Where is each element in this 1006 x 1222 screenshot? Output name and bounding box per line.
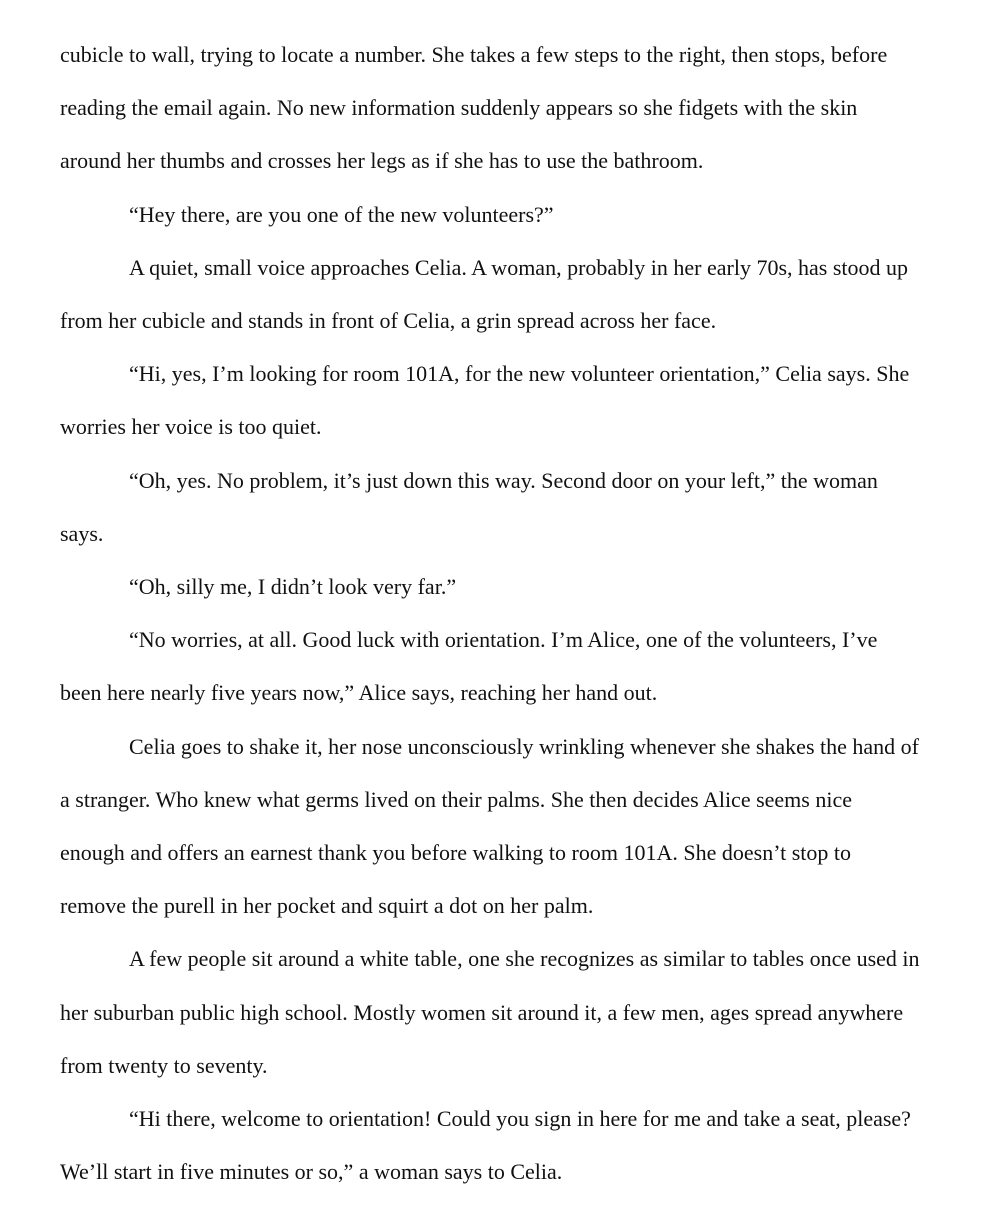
paragraph-10	[60, 1092, 966, 1198]
paragraph-9	[60, 932, 966, 1092]
text-line: from twenty to seventy.	[60, 1052, 268, 1078]
text-line: a stranger. Who knew what germs lived on their palms. She then decides Alice seems nice	[60, 786, 852, 812]
paragraph-3	[60, 241, 966, 347]
text-line: “Hi there, welcome to orientation! Could you sign in here for me and take a seat, please?	[129, 1106, 911, 1132]
text-line: “Oh, silly me, I didn’t look very far.”	[129, 574, 457, 600]
text-line: around her thumbs and crosses her legs as if she has to use the bathroom.	[60, 148, 704, 174]
paragraph-2	[60, 188, 966, 241]
document-body	[60, 28, 966, 1198]
text-line: “Oh, yes. No problem, it’s just down this way. Second door on your left,” the woman	[129, 467, 878, 493]
text-line: reading the email again. No new information suddenly appears so she fidgets with the skin	[60, 95, 858, 121]
text-line: “No worries, at all. Good luck with orientation. I’m Alice, one of the volunteers, I’ve	[129, 627, 878, 653]
paragraph-8	[60, 720, 966, 933]
text-line: been here nearly five years now,” Alice says, reaching her hand out.	[60, 680, 658, 706]
paragraph-1	[60, 28, 966, 188]
text-line: cubicle to wall, trying to locate a number. She takes a few steps to the right, then stops, before	[60, 42, 888, 67]
paragraph-7	[60, 613, 966, 719]
text-line: Celia goes to shake it, her nose unconsciously wrinkling whenever she shakes the hand of	[129, 733, 919, 759]
text-line: her suburban public high school. Mostly women sit around it, a few men, ages spread anywhere	[60, 999, 904, 1025]
text-line: from her cubicle and stands in front of Celia, a grin spread across her face.	[60, 308, 717, 334]
text-line: remove the purell in her pocket and squirt a dot on her palm.	[60, 893, 594, 919]
text-line: A quiet, small voice approaches Celia. A woman, probably in her early 70s, has stood up	[129, 254, 909, 280]
paragraph-4	[60, 347, 966, 453]
text-line: We’ll start in five minutes or so,” a woman says to Celia.	[60, 1159, 563, 1185]
text-line: “Hey there, are you one of the new volunteers?”	[129, 201, 554, 227]
text-line: “Hi, yes, I’m looking for room 101A, for the new volunteer orientation,” Celia says. She	[129, 361, 910, 387]
text-line: A few people sit around a white table, one she recognizes as similar to tables once used in	[129, 946, 920, 972]
text-line: worries her voice is too quiet.	[60, 414, 322, 440]
paragraph-5	[60, 454, 966, 560]
text-line: enough and offers an earnest thank you before walking to room 101A. She doesn’t stop to	[60, 840, 852, 866]
paragraph-6	[60, 560, 966, 613]
text-line: says.	[60, 520, 104, 546]
